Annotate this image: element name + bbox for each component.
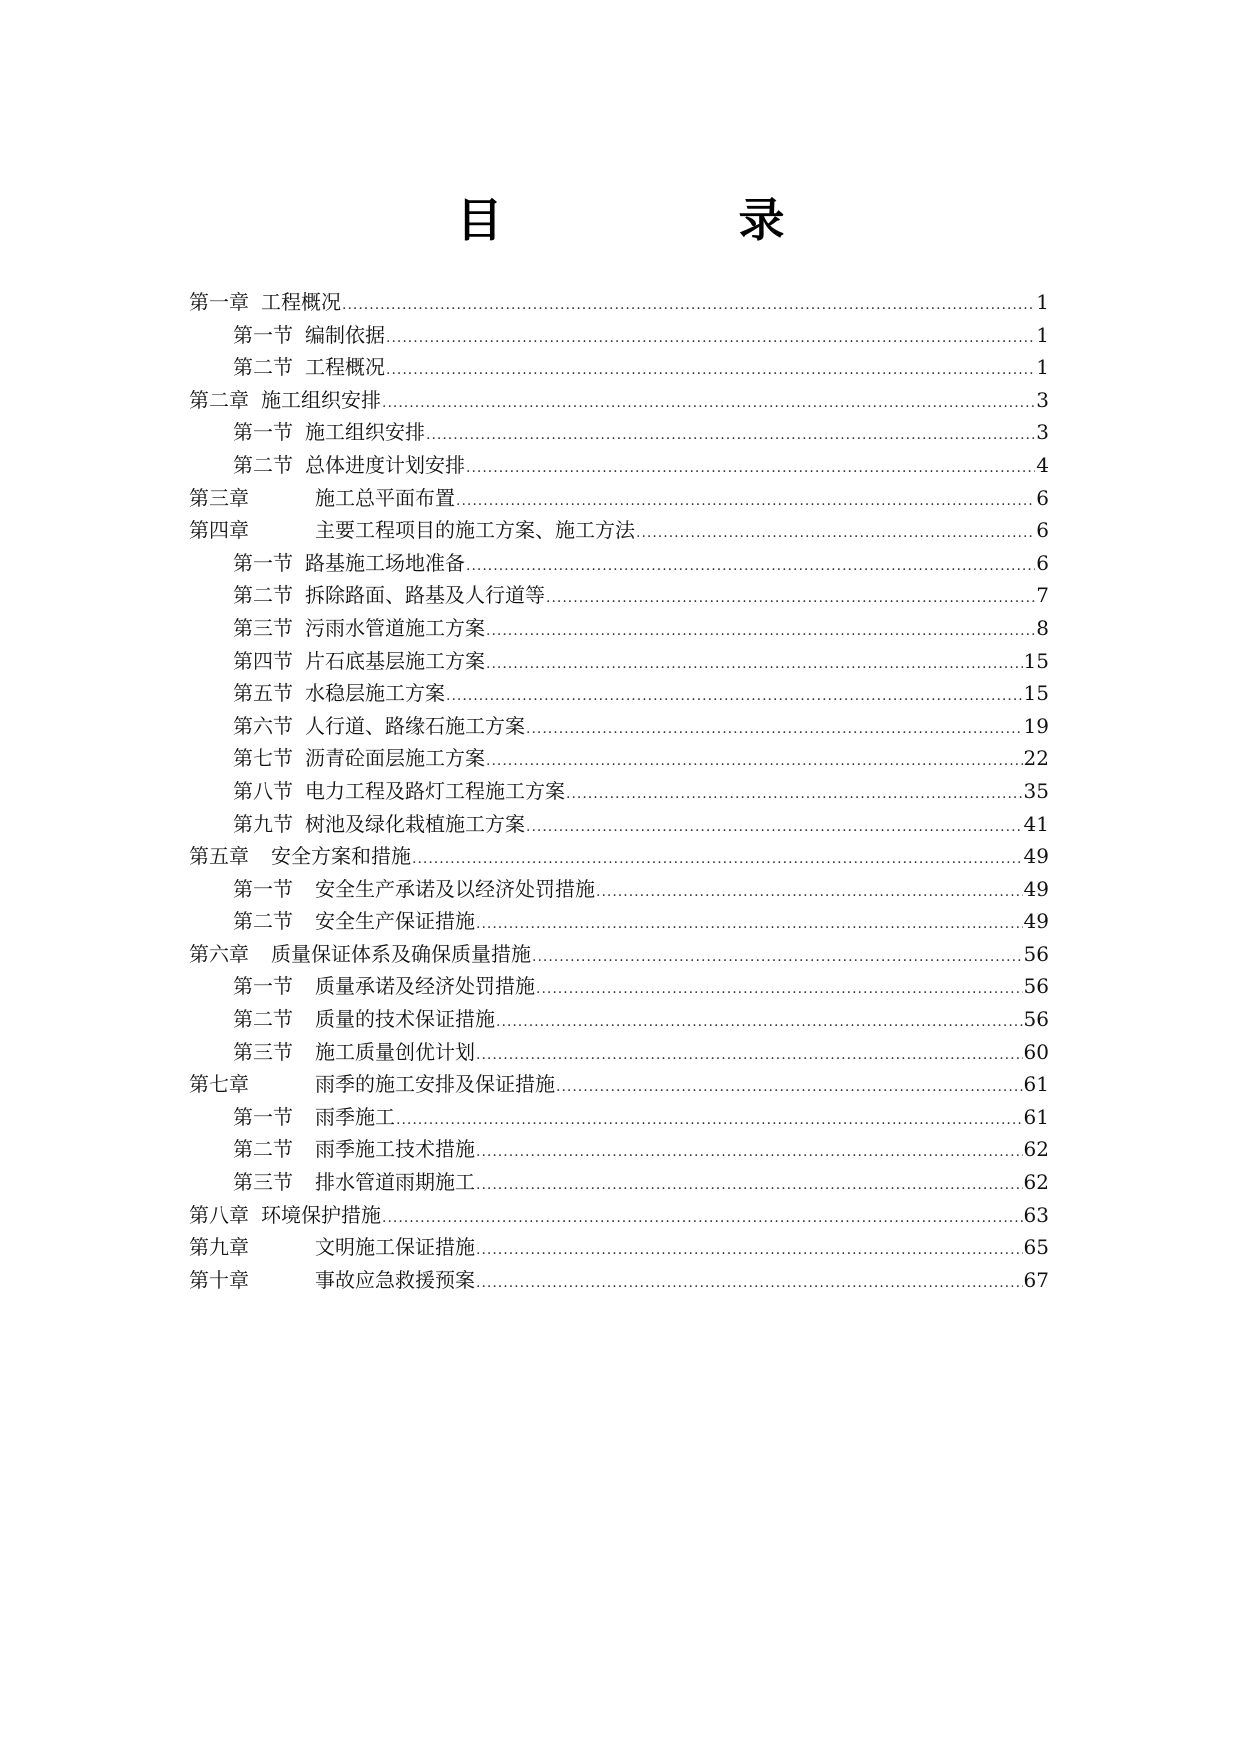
toc-page-number: 35 (1023, 778, 1049, 803)
toc-dot-leader (476, 908, 1023, 941)
toc-chapter-entry[interactable] (189, 1068, 1049, 1101)
toc-section-entry[interactable] (189, 1166, 1049, 1199)
toc-dot-leader (476, 1234, 1023, 1267)
toc-page-number: 61 (1023, 1072, 1049, 1097)
toc-entry-label: 文明施工保证措施 (315, 1235, 475, 1260)
toc-section-entry[interactable] (189, 808, 1049, 841)
toc-chapter-entry[interactable] (189, 840, 1049, 873)
toc-entry-label: 安全生产承诺及以经济处罚措施 (315, 876, 595, 901)
toc-page-number: 22 (1023, 746, 1049, 771)
toc-entry-label: 污雨水管道施工方案 (305, 615, 485, 640)
toc-dot-leader (486, 648, 1023, 681)
toc-page-number: 1 (1036, 290, 1049, 314)
toc-section-entry[interactable] (189, 775, 1049, 808)
toc-section-entry[interactable] (189, 1101, 1049, 1134)
toc-dot-leader (532, 941, 1023, 974)
toc-page-number: 49 (1023, 909, 1049, 934)
toc-chapter-entry[interactable] (189, 482, 1049, 515)
toc-chapter-entry[interactable] (189, 938, 1049, 971)
toc-page-number: 65 (1023, 1235, 1049, 1260)
table-of-contents (189, 286, 1049, 1296)
toc-section-entry[interactable] (189, 612, 1049, 645)
toc-dot-leader (526, 811, 1023, 844)
toc-page-number: 61 (1023, 1104, 1049, 1129)
toc-chapter-entry[interactable] (189, 286, 1049, 319)
toc-entry-label: 施工组织安排 (261, 387, 381, 412)
toc-dot-leader (496, 1006, 1023, 1039)
toc-dot-leader (546, 582, 1035, 615)
toc-entry-label: 施工总平面布置 (315, 485, 455, 510)
toc-section-entry[interactable] (189, 970, 1049, 1003)
toc-entry-label: 总体进度计划安排 (305, 452, 465, 477)
toc-entry-label: 质量保证体系及确保质量措施 (271, 941, 531, 966)
toc-page-number: 63 (1023, 1202, 1049, 1227)
toc-page-number: 1 (1036, 322, 1049, 347)
toc-entry-label: 安全方案和措施 (271, 844, 411, 869)
toc-dot-leader (536, 973, 1023, 1006)
toc-dot-leader (466, 550, 1035, 583)
toc-entry-number: 第六章 (189, 941, 249, 966)
toc-entry-label: 电力工程及路灯工程施工方案 (305, 778, 565, 803)
toc-entry-number: 第七章 (189, 1072, 249, 1097)
toc-entry-number: 第九章 (189, 1235, 249, 1260)
toc-entry-label: 雨季施工技术措施 (315, 1137, 475, 1162)
toc-entry-number: 第二章 (189, 387, 249, 412)
toc-dot-leader (476, 1169, 1023, 1202)
toc-section-entry[interactable] (189, 416, 1049, 449)
toc-dot-leader (386, 354, 1035, 387)
toc-entry-number: 第二节 (233, 1137, 293, 1162)
toc-entry-number: 第四章 (189, 518, 249, 543)
toc-dot-leader (476, 1039, 1023, 1072)
toc-entry-label: 工程概况 (261, 290, 341, 314)
toc-dot-leader (476, 1136, 1023, 1169)
toc-page-number: 41 (1023, 811, 1049, 836)
toc-section-entry[interactable] (189, 710, 1049, 743)
toc-page-number: 56 (1023, 974, 1049, 999)
toc-entry-label: 质量的技术保证措施 (315, 1007, 495, 1032)
toc-entry-label: 排水管道雨期施工 (315, 1170, 475, 1195)
toc-section-entry[interactable] (189, 449, 1049, 482)
toc-page-number: 8 (1036, 615, 1049, 640)
toc-entry-number: 第二节 (233, 1007, 293, 1032)
toc-entry-label: 雨季的施工安排及保证措施 (315, 1072, 555, 1097)
toc-chapter-entry[interactable] (189, 1231, 1049, 1264)
toc-entry-label: 安全生产保证措施 (315, 909, 475, 934)
toc-entry-number: 第八章 (189, 1202, 249, 1227)
toc-entry-label: 片石底基层施工方案 (305, 648, 485, 673)
toc-dot-leader (396, 1104, 1023, 1137)
toc-dot-leader (426, 419, 1035, 452)
toc-entry-number: 第九节 (233, 811, 293, 836)
toc-entry-label: 施工质量创优计划 (315, 1039, 475, 1064)
toc-entry-number: 第五章 (189, 844, 249, 869)
toc-entry-number: 第一节 (233, 322, 293, 347)
toc-entry-number: 第二节 (233, 583, 293, 608)
toc-page-number: 6 (1036, 485, 1049, 510)
toc-section-entry[interactable] (189, 1003, 1049, 1036)
toc-dot-leader (456, 485, 1035, 518)
toc-entry-label: 工程概况 (305, 355, 385, 380)
toc-entry-number: 第二节 (233, 909, 293, 934)
toc-entry-label: 水稳层施工方案 (305, 681, 445, 706)
toc-section-entry[interactable] (189, 1133, 1049, 1166)
toc-dot-leader (382, 387, 1035, 420)
toc-dot-leader (486, 615, 1035, 648)
toc-page-number: 6 (1036, 518, 1049, 543)
toc-entry-label: 编制依据 (305, 322, 385, 347)
toc-dot-leader (446, 680, 1023, 713)
toc-entry-number: 第七节 (233, 746, 293, 771)
toc-chapter-entry[interactable] (189, 514, 1049, 547)
toc-page-number: 19 (1023, 713, 1049, 738)
toc-dot-leader (566, 778, 1023, 811)
toc-entry-number: 第三节 (233, 615, 293, 640)
toc-page-number: 56 (1023, 1007, 1049, 1032)
toc-entry-number: 第二节 (233, 452, 293, 477)
toc-dot-leader (382, 1202, 1023, 1235)
toc-entry-number: 第一节 (233, 1104, 293, 1129)
toc-entry-number: 第一节 (233, 876, 293, 901)
toc-entry-label: 雨季施工 (315, 1104, 395, 1129)
toc-entry-label: 环境保护措施 (261, 1202, 381, 1227)
toc-page-number: 67 (1023, 1267, 1049, 1292)
toc-page-number: 7 (1036, 583, 1049, 608)
toc-section-entry[interactable] (189, 645, 1049, 678)
toc-section-entry[interactable] (189, 547, 1049, 580)
toc-page-number: 56 (1023, 941, 1049, 966)
toc-page-number: 1 (1036, 355, 1049, 380)
toc-dot-leader (486, 745, 1023, 778)
toc-page-number: 15 (1023, 648, 1049, 673)
toc-section-entry[interactable] (189, 873, 1049, 906)
toc-entry-number: 第六节 (233, 713, 293, 738)
toc-dot-leader (466, 452, 1035, 485)
toc-dot-leader (412, 843, 1023, 876)
toc-entry-label: 路基施工场地准备 (305, 550, 465, 575)
toc-page-number: 6 (1036, 550, 1049, 575)
toc-dot-leader (526, 713, 1023, 746)
toc-section-entry[interactable] (189, 905, 1049, 938)
toc-entry-number: 第五节 (233, 681, 293, 706)
toc-page-number: 3 (1036, 387, 1049, 412)
toc-entry-number: 第二节 (233, 355, 293, 380)
toc-page-number: 60 (1023, 1039, 1049, 1064)
toc-entry-number: 第三节 (233, 1170, 293, 1195)
toc-entry-label: 沥青砼面层施工方案 (305, 746, 485, 771)
toc-entry-number: 第三章 (189, 485, 249, 510)
toc-entry-number: 第十章 (189, 1267, 249, 1292)
toc-section-entry[interactable] (189, 579, 1049, 612)
toc-entry-label: 人行道、路缘石施工方案 (305, 713, 525, 738)
toc-entry-label: 事故应急救援预案 (315, 1267, 475, 1292)
toc-page-number: 62 (1023, 1170, 1049, 1195)
toc-chapter-entry[interactable] (189, 1199, 1049, 1232)
toc-chapter-entry[interactable] (189, 1264, 1049, 1297)
toc-entry-label: 主要工程项目的施工方案、施工方法 (315, 518, 635, 543)
toc-chapter-entry[interactable] (189, 384, 1049, 417)
toc-dot-leader (476, 1267, 1023, 1300)
toc-page-number: 4 (1036, 452, 1049, 477)
toc-page-number: 49 (1023, 844, 1049, 869)
toc-entry-label: 质量承诺及经济处罚措施 (315, 974, 535, 999)
toc-entry-number: 第一节 (233, 420, 293, 445)
toc-dot-leader (636, 517, 1035, 550)
toc-title: 目 录 (456, 193, 895, 247)
toc-section-entry[interactable] (189, 742, 1049, 775)
toc-section-entry[interactable] (189, 1036, 1049, 1069)
toc-entry-label: 拆除路面、路基及人行道等 (305, 583, 545, 608)
toc-entry-number: 第三节 (233, 1039, 293, 1064)
toc-entry-number: 第一章 (189, 290, 249, 314)
toc-page-number: 49 (1023, 876, 1049, 901)
toc-dot-leader (556, 1071, 1023, 1104)
toc-dot-leader (342, 289, 1035, 322)
toc-section-entry[interactable] (189, 677, 1049, 710)
toc-page-number: 15 (1023, 681, 1049, 706)
toc-section-entry[interactable] (189, 319, 1049, 352)
toc-page-number: 62 (1023, 1137, 1049, 1162)
toc-page-number: 3 (1036, 420, 1049, 445)
toc-section-entry[interactable] (189, 351, 1049, 384)
toc-dot-leader (596, 876, 1023, 909)
toc-entry-label: 树池及绿化栽植施工方案 (305, 811, 525, 836)
toc-entry-label: 施工组织安排 (305, 420, 425, 445)
toc-entry-number: 第四节 (233, 648, 293, 673)
toc-entry-number: 第一节 (233, 974, 293, 999)
toc-dot-leader (386, 322, 1035, 355)
toc-entry-number: 第八节 (233, 778, 293, 803)
toc-entry-number: 第一节 (233, 550, 293, 575)
